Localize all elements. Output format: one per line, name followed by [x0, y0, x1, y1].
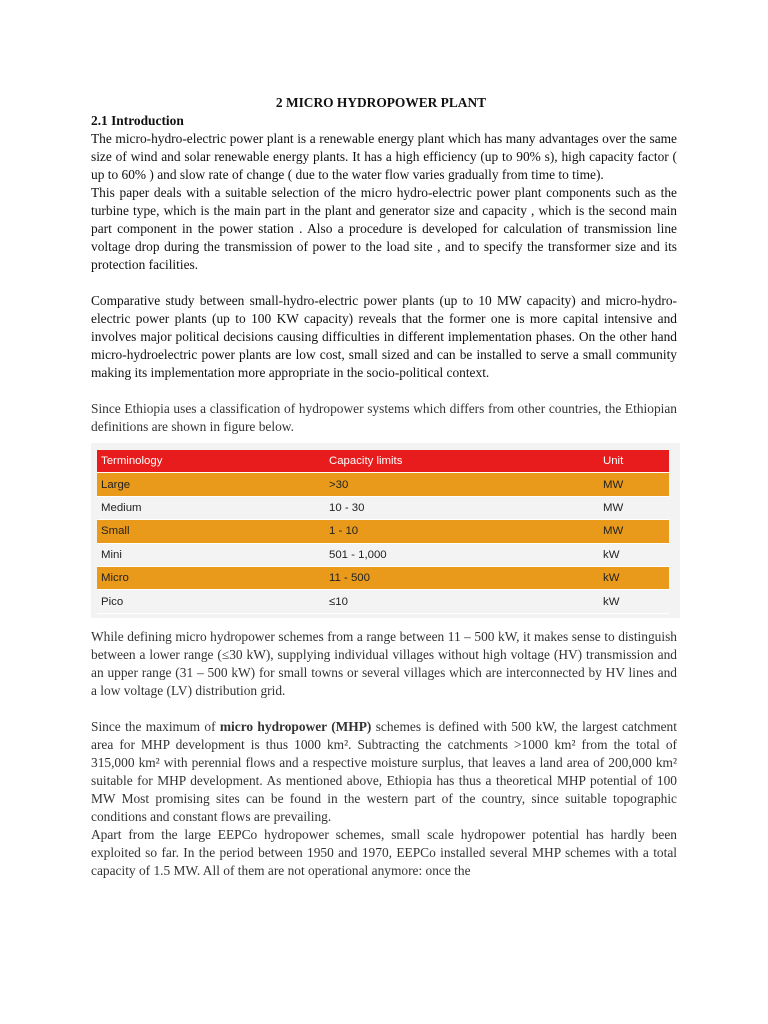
header-unit: Unit [599, 450, 669, 473]
cell-capacity: 1 - 10 [325, 520, 599, 543]
paragraph-scope: This paper deals with a suitable selection of the micro hydro-electric power plant components such as the turbine type, which is the main part in the plant and generator size and capacity , which is the second main part component in the power station . Also a procedure is developed for calculation of transmission line voltage drop during the transmission of power to the load site , and to specify the transformer size and its protection facilities. [91, 185, 677, 272]
table-row [97, 473, 669, 496]
cell-capacity: 501 - 1,000 [325, 543, 599, 566]
table-row [97, 543, 669, 566]
paragraph-eepco-history: Apart from the large EEPCo hydropower schemes, small scale hydropower potential has hardly been exploited so far. In the period between 1950 and 1970, EEPCo installed several MHP schemes with a total capacity of 1.5 MW. All of them are not operational anymore: once the [91, 826, 677, 878]
paragraph-comparison: Comparative study between small-hydro-electric power plants (up to 10 MW capacity) and micro-hydro-electric power plants (up to 100 KW capacity) reveals that the former one is more capital intensive and involves major political decisions causing difficulties in different implementation phases. On the other hand micro-hydroelectric power plants are low cost, small sized and can be installed to serve a small community making its implementation more appropriate in the socio-political context. [91, 293, 677, 380]
mhp-text-post: schemes is defined with 500 kW, the largest catchment area for MHP development is thus 1000 km². Subtracting the catchments >1000 km² from the total of 315,000 km² with perennial flows and a respective moisture surplus, that leaves a land area of 200,000 km² suitable for MHP development. As mentioned above, Ethiopia has thus a theoretical MHP potential of 100 MW Most promising sites can be found in the western part of the country, since suitable topographic conditions and constant flows are prevailing. [91, 718, 677, 824]
header-capacity-limits: Capacity limits [325, 450, 599, 473]
mhp-text-pre: Since the maximum of [91, 718, 220, 734]
classification-table-figure [91, 443, 680, 618]
cell-capacity: 10 - 30 [325, 496, 599, 519]
paragraph-ethiopia-classification: Since Ethiopia uses a classification of hydropower systems which differs from other countries, the Ethiopian definitions are shown in figure below. [91, 401, 677, 434]
cell-unit: kW [599, 543, 669, 566]
cell-unit: kW [599, 590, 669, 613]
cell-terminology: Mini [97, 543, 325, 566]
paragraph-micro-ranges: While defining micro hydropower schemes from a range between 11 – 500 kW, it makes sense to distinguish between a lower range (≤30 kW), supplying individual villages without high voltage (HV) transmission and an upper range (31 – 500 kW) for small towns or several villages which are interconnected by HV lines and a low voltage (LV) distribution grid. [91, 628, 677, 698]
document-body [91, 94, 677, 880]
page-title: 2 MICRO HYDROPOWER PLANT [275, 95, 487, 110]
cell-terminology: Micro [97, 566, 325, 589]
cell-terminology: Pico [97, 590, 325, 613]
cell-terminology: Small [97, 520, 325, 543]
table-row [97, 590, 669, 613]
table-row [97, 566, 669, 589]
mhp-bold-term: micro hydropower (MHP) [219, 718, 372, 734]
cell-unit: MW [599, 496, 669, 519]
cell-capacity: ≤10 [325, 590, 599, 613]
cell-unit: kW [599, 566, 669, 589]
table-header-row [97, 450, 669, 473]
cell-capacity: 11 - 500 [325, 566, 599, 589]
cell-terminology: Large [97, 473, 325, 496]
cell-terminology: Medium [97, 496, 325, 519]
header-terminology: Terminology [97, 450, 325, 473]
cell-unit: MW [599, 473, 669, 496]
table-row [97, 520, 669, 543]
cell-unit: MW [599, 520, 669, 543]
paragraph-mhp-potential [91, 718, 677, 826]
classification-table [97, 450, 669, 614]
table-row [97, 496, 669, 519]
paragraph-intro: The micro-hydro-electric power plant is a renewable energy plant which has many advantages over the same size of wind and solar renewable energy plants. It has a high efficiency (up to 90% s), high capacity factor ( up to 60% ) and slow rate of change ( due to the water flow varies gradually from time to time). [91, 131, 677, 182]
cell-capacity: >30 [325, 473, 599, 496]
section-heading: 2.1 Introduction [91, 113, 184, 128]
